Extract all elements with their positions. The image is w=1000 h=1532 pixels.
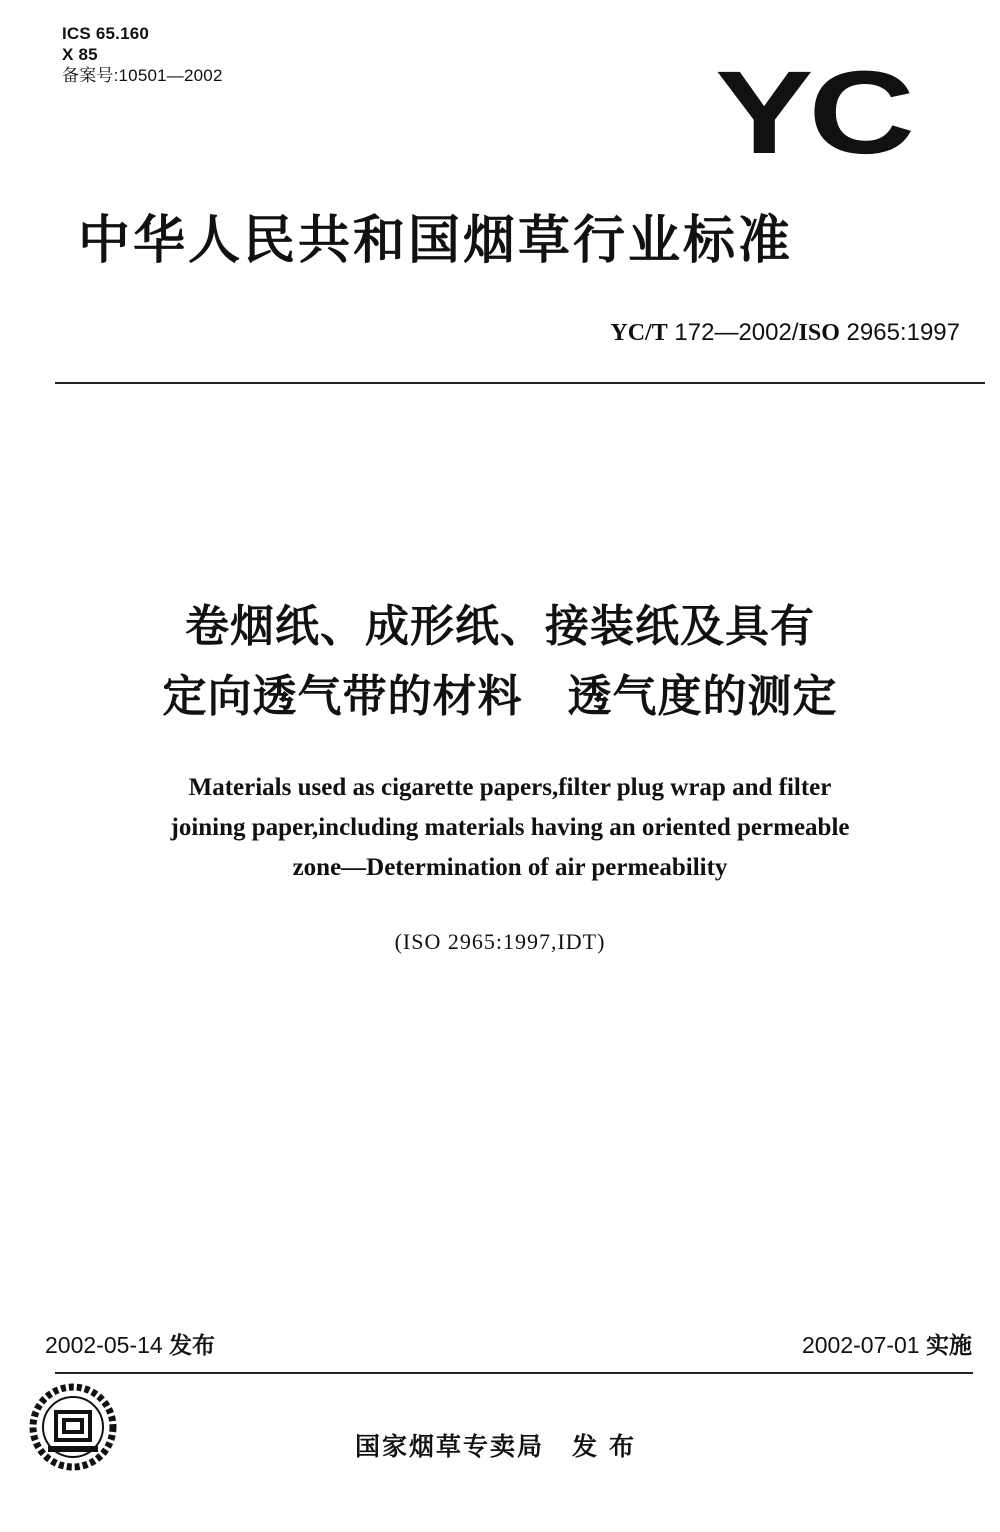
ics-code: ICS 65.160 xyxy=(62,24,150,43)
iso-reference: (ISO 2965:1997,IDT) xyxy=(394,929,606,954)
standard-suffix: 2965:1997 xyxy=(839,319,960,346)
implementation-date xyxy=(802,1330,972,1361)
footer-rule xyxy=(55,1372,973,1374)
title-en-line3: zone—Determination of air permeability xyxy=(292,854,728,881)
issuer-name: 国家烟草专卖局 xyxy=(355,1432,545,1461)
issuer-verb: 发布 xyxy=(572,1432,647,1461)
title-cn-line1: 卷烟纸、成形纸、接装纸及具有 xyxy=(185,601,815,652)
standard-prefix: YC/T xyxy=(610,320,668,346)
standard-iso: ISO xyxy=(798,320,840,346)
title-en-line2: joining paper,including materials having an oriented permeable xyxy=(170,814,850,841)
issue-date-value: 2002-05-14 xyxy=(45,1332,163,1358)
organization-title: 中华人民共和国烟草行业标准 xyxy=(78,211,794,271)
impl-date-value: 2002-07-01 xyxy=(801,1332,920,1358)
category-code: X 85 xyxy=(62,45,98,64)
standard-number xyxy=(610,318,960,348)
impl-label: 实施 xyxy=(926,1333,972,1359)
title-en-line1: Materials used as cigarette papers,filter plug wrap and filter xyxy=(188,774,832,801)
issue-date xyxy=(45,1330,215,1361)
record-number: 备案号:10501—2002 xyxy=(62,66,223,85)
title-english xyxy=(60,768,960,888)
issue-label: 发布 xyxy=(169,1333,216,1359)
publisher-seal-icon xyxy=(28,1382,118,1472)
title-cn-line2: 定向透气带的材料 透气度的测定 xyxy=(162,671,838,722)
yc-logo: YC xyxy=(715,47,910,179)
issuing-authority xyxy=(355,1430,646,1464)
standard-mid: 172—2002/ xyxy=(667,319,799,346)
title-chinese xyxy=(0,598,1000,726)
header-rule xyxy=(55,382,985,384)
